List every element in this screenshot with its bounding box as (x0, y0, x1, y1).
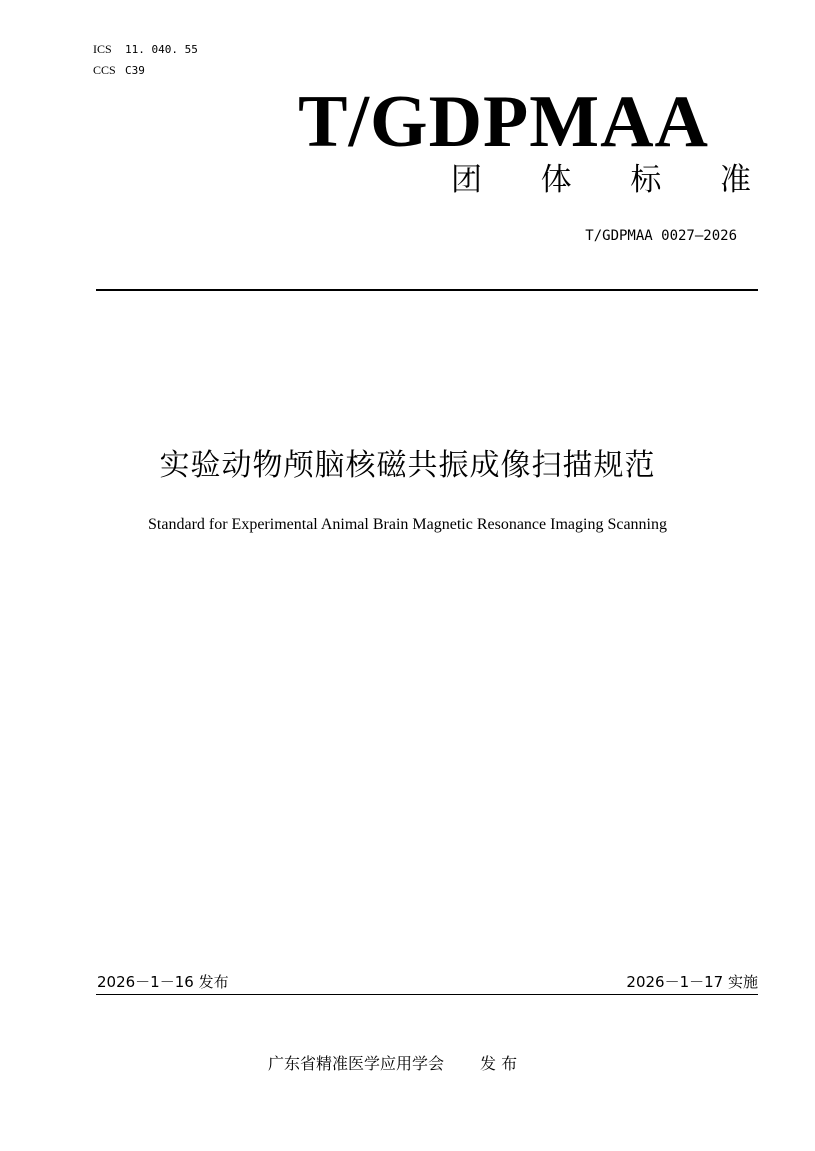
standard-type (451, 160, 751, 200)
standard-number: T/GDPMAA 0027—2026 (585, 228, 737, 244)
bottom-divider (96, 994, 758, 995)
standard-type-char: 准 (719, 162, 751, 198)
ccs-row (93, 60, 198, 81)
publisher-action: 发 布 (480, 1054, 518, 1073)
ics-row (93, 39, 198, 60)
title-chinese: 实验动物颅脑核磁共振成像扫描规范 (159, 448, 656, 483)
standard-type-char: 团 (451, 162, 482, 198)
classification-block (93, 39, 198, 81)
ics-value: 11. 040. 55 (125, 43, 198, 56)
ccs-value: C39 (125, 64, 145, 77)
ics-label: ICS (93, 42, 112, 56)
title-english: Standard for Experimental Animal Brain Magnetic Resonance Imaging Scanning (148, 516, 667, 533)
standard-type-char: 标 (630, 162, 662, 198)
standard-type-char: 体 (540, 162, 572, 198)
publish-date: 2026－1－16 发布 (97, 973, 229, 991)
ccs-label: CCS (93, 63, 116, 77)
top-divider (96, 289, 758, 291)
organization-code: T/GDPMAA (298, 81, 709, 163)
publisher-name: 广东省精准医学应用学会 (268, 1054, 445, 1073)
publisher-line (268, 1052, 517, 1076)
effective-date: 2026－1－17 实施 (626, 973, 758, 991)
